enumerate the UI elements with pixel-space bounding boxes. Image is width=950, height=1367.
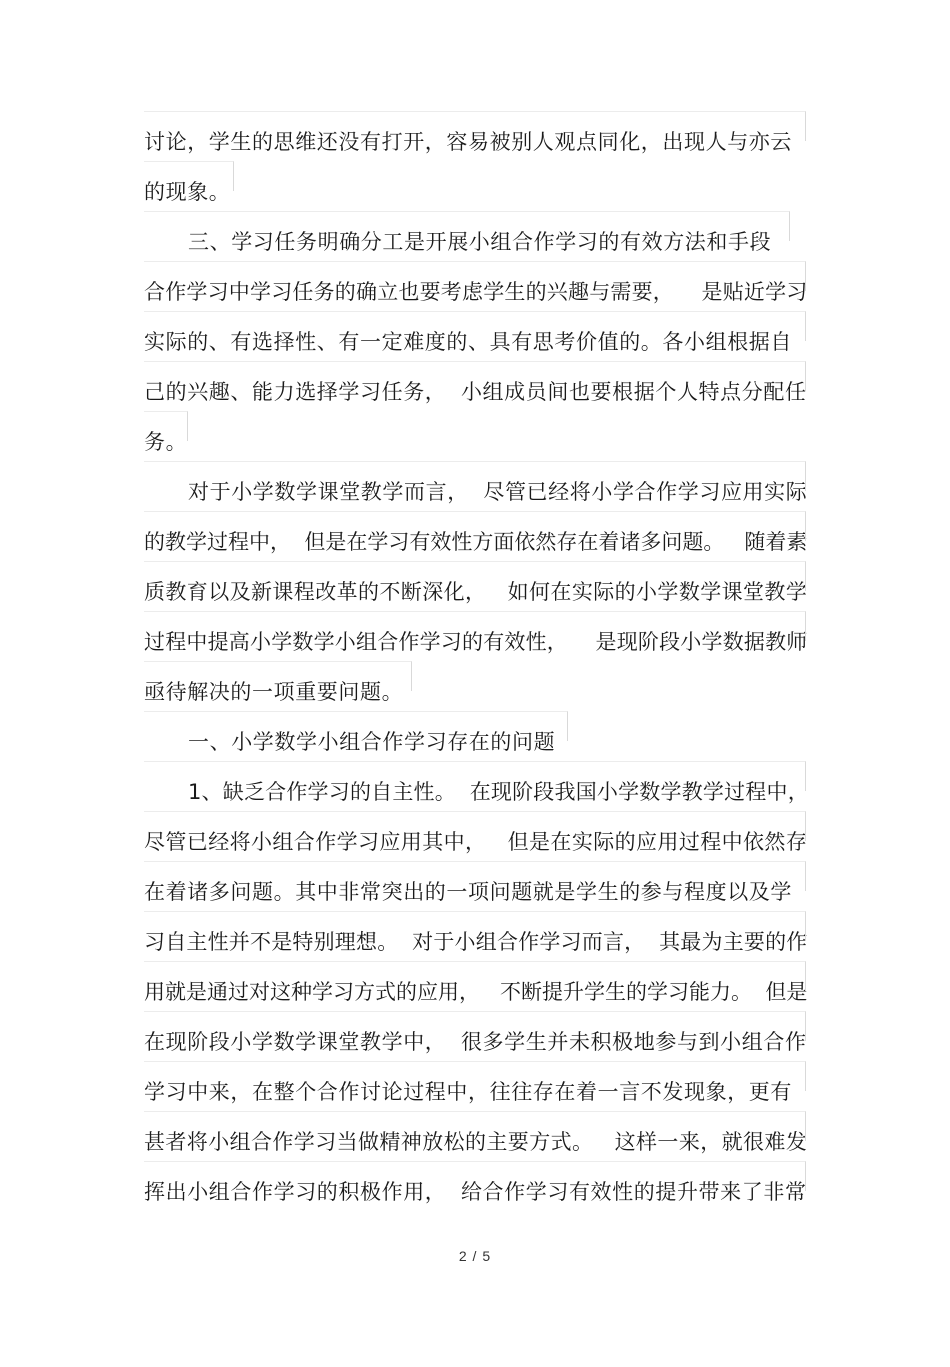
line-text: 三、学习任务明确分工是开展小组合作学习的有效方法和手段 [188, 230, 772, 254]
line-text: 甚者将小组合作学习当做精神放松的主要方式。 这样一来，就很难发 [144, 1130, 808, 1154]
line-guide [144, 361, 806, 391]
line-text: 用就是通过对这种学习方式的应用， 不断提升学生的学习能力。 但是 [144, 980, 808, 1004]
line-guide [144, 261, 806, 291]
text-line-14 [144, 767, 809, 817]
text-line-5 [144, 317, 806, 367]
line-guide [144, 1061, 806, 1091]
line-guide [144, 711, 568, 741]
line-text: 务。 [144, 430, 188, 454]
line-guide [144, 611, 806, 641]
line-text: 对于小学数学课堂教学而言， 尽管已经将小学合作学习应用实际 [188, 480, 808, 504]
text-line-3 [144, 217, 790, 267]
line-text: 在着诸多问题。其中非常突出的一项问题就是学生的参与程度以及学 [144, 880, 792, 904]
line-text: 尽管已经将小组合作学习应用其中， 但是在实际的应用过程中依然存 [144, 830, 808, 854]
text-line-19 [144, 1017, 806, 1067]
text-line-8 [144, 467, 806, 517]
line-text: 己的兴趣、能力选择学习任务， 小组成员间也要根据个人特点分配任 [144, 380, 807, 404]
line-text: 1、缺乏合作学习的自主性。 在现阶段我国小学数学教学过程中， [188, 780, 809, 804]
line-guide [144, 661, 412, 691]
line-guide [144, 311, 806, 341]
line-text: 质教育以及新课程改革的不断深化， 如何在实际的小学数学课堂教学 [144, 580, 808, 604]
line-guide [144, 211, 790, 241]
line-text: 挥出小组合作学习的积极作用， 给合作学习有效性的提升带来了非常 [144, 1180, 807, 1204]
text-line-2 [144, 167, 234, 217]
text-line-16 [144, 867, 806, 917]
text-line-21 [144, 1117, 806, 1167]
line-guide [144, 1011, 806, 1041]
line-guide [144, 461, 806, 491]
text-line-20 [144, 1067, 806, 1117]
line-text: 习自主性并不是特别理想。 对于小组合作学习而言， 其最为主要的作 [144, 930, 808, 954]
text-line-11 [144, 617, 806, 667]
line-text: 的教学过程中， 但是在学习有效性方面依然存在着诸多问题。 随着素 [144, 530, 808, 554]
line-text: 亟待解决的一项重要问题。 [144, 680, 404, 704]
text-line-18 [144, 967, 806, 1017]
line-text: 讨论，学生的思维还没有打开，容易被别人观点同化，出现人与亦云 [144, 130, 792, 154]
text-line-4 [144, 267, 806, 317]
line-guide [144, 1111, 806, 1141]
text-line-9 [144, 517, 806, 567]
text-line-22 [144, 1167, 806, 1217]
line-guide [144, 161, 234, 191]
text-line-7 [144, 417, 188, 467]
text-line-17 [144, 917, 806, 967]
text-line-12 [144, 667, 412, 717]
text-line-6 [144, 367, 806, 417]
line-guide [144, 861, 806, 891]
line-text: 实际的、有选择性、有一定难度的、具有思考价值的。各小组根据自 [144, 330, 792, 354]
line-text: 在现阶段小学数学课堂教学中， 很多学生并未积极地参与到小组合作 [144, 1030, 807, 1054]
line-guide [144, 111, 806, 141]
line-guide [144, 561, 806, 591]
text-line-13 [144, 717, 568, 767]
line-guide [144, 961, 806, 991]
text-line-10 [144, 567, 806, 617]
line-text: 一、小学数学小组合作学习存在的问题 [188, 730, 556, 754]
line-text: 过程中提高小学数学小组合作学习的有效性， 是现阶段小学数据教师 [144, 630, 808, 654]
line-guide [144, 911, 806, 941]
text-line-1 [144, 117, 806, 167]
line-text: 合作学习中学习任务的确立也要考虑学生的兴趣与需要， 是贴近学习 [144, 280, 808, 304]
line-text: 的现象。 [144, 180, 231, 204]
page-number: 2 / 5 [458, 1248, 492, 1264]
line-guide [144, 811, 806, 841]
line-guide [144, 761, 806, 791]
line-text: 学习中来，在整个合作讨论过程中，往往存在着一言不发现象，更有 [144, 1080, 792, 1104]
line-guide [144, 411, 188, 441]
line-guide [144, 511, 806, 541]
text-line-15 [144, 817, 806, 867]
line-guide [144, 1161, 806, 1191]
